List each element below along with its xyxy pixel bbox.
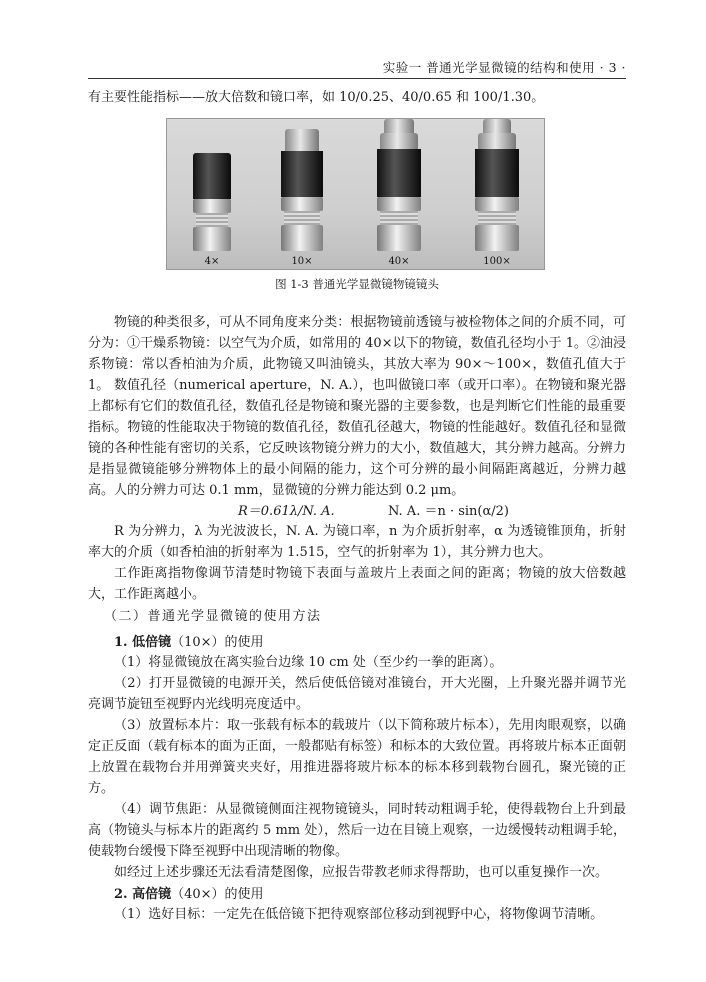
subsection-high-power-title: 2. 高倍镜: [114, 887, 172, 902]
running-header: [88, 58, 626, 79]
objective-40x: [377, 119, 421, 251]
objective-lens-photo: [166, 118, 545, 270]
step-4: （4）调节焦距：从显微镜侧面注视物镜镜头，同时转动粗调手轮，使得载物台上升到最高（物镜头与标本片的距离约 5 mm 处），然后一边在目镜上观察，一边缓慢转动粗调手轮，使载物台缓慢下降至视野中出现清晰的物像。: [88, 802, 626, 859]
subsection-low-power-title: 1. 低倍镜: [114, 635, 172, 650]
paragraph-variables: R 为分辨力，λ 为光波波长，N. A. 为镜口率，n 为介质折射率，α 为透镜锥顶角，折射率大的介质（如香柏油的折射率为 1.515，空气的折射率为 1），其分辨力也大。: [88, 524, 626, 560]
label-40x: 40×: [388, 256, 410, 267]
figure-caption: 图 1-3 普通光学显微镜物镜镜头: [275, 277, 439, 291]
step-1: （1）将显微镜放在离实验台边缘 10 cm 处（至少约一拳的距离）。: [114, 655, 503, 670]
subsection-low-power: [88, 631, 264, 650]
paragraph-working-distance: 工作距离指物像调节清楚时物镜下表面与盖玻片上表面之间的距离；物镜的放大倍数越大，工作距离越小。: [88, 566, 626, 602]
step-2: （2）打开显微镜的电源开关，然后使低倍镜对准镜台，开大光圈，上升聚光器并调节光亮调节旋钮至视野内光线明亮度适中。: [88, 676, 626, 712]
formula-resolution: R＝0.61λ/N. A.: [238, 504, 335, 519]
label-4x: 4×: [204, 256, 220, 267]
subsection-low-power-rest: （10×）的使用: [171, 635, 264, 650]
formula-aperture: N. A. ＝n · sin(α/2): [388, 504, 510, 519]
objective-100x: [475, 119, 519, 251]
step-3: （3）放置标本片：取一张载有标本的载玻片（以下简称玻片标本），先用肉眼观察，以确定正反面（载有标本的面为正面，一般都贴有标签）和标本的大致位置。再将玻片标本正面朝上放置在载物台并用弹簧夹夹好，用推进器将玻片标本的标本移到载物台圆孔，聚光镜的正方。: [88, 718, 626, 796]
paragraph-objective-types: 物镜的种类很多，可从不同角度来分类：根据物镜前透镜与被检物体之间的介质不同，可分为：①干燥系物镜：以空气为介质，如常用的 40×以下的物镜，数值孔径均小于 1。②油浸系物镜：常以香柏油为介质，此物镜又叫油镜头，其放大率为 90×～100×，数值孔值大于 1。: [88, 315, 626, 393]
objective-10x: [281, 129, 323, 251]
paragraph-numerical-aperture: 数值孔径（numerical aperture，N. A.），也叫做镜口率（或开口率）。在物镜和聚光器上都标有它们的数值孔径，数值孔径是物镜和聚光器的主要参数，也是判断它们性能的最重要指标。物镜的性能取决于物镜的数值孔径，数值孔径越大，物镜的性能越好。数值孔径和显微镜的各种性能有密切的关系，它反映该物镜分辨力的大小，数值越大，其分辨力越高。分辨力是指显微镜能够分辨物体上的最小间隔的能力，这个可分辨的最小间隔距离越近，分辨力越高。人的分辨力可达 0.1 mm，显微镜的分辨力能达到 0.2 μm。: [88, 378, 626, 498]
paragraph-top: 有主要性能指标——放大倍数和镜口率，如 10/0.25、40/0.65 和 100/1.30。: [88, 90, 545, 105]
subsection-high-power-rest: （40×）的使用: [171, 887, 264, 902]
header-text: 实验一 普通光学显微镜的结构和使用 · 3 ·: [382, 60, 626, 75]
section-title: （二）普通光学显微镜的使用方法: [104, 609, 322, 624]
objective-4x: [193, 153, 231, 251]
label-100x: 100×: [483, 256, 511, 267]
subsection-high-power: [88, 883, 264, 902]
label-10x: 10×: [291, 256, 313, 267]
step-high-1: （1）选好目标：一定先在低倍镜下把待观察部位移动到视野中心，将物像调节清晰。: [114, 907, 604, 922]
step-note: 如经过上述步骤还无法看清楚图像，应报告带教老师求得帮助，也可以重复操作一次。: [114, 865, 609, 880]
